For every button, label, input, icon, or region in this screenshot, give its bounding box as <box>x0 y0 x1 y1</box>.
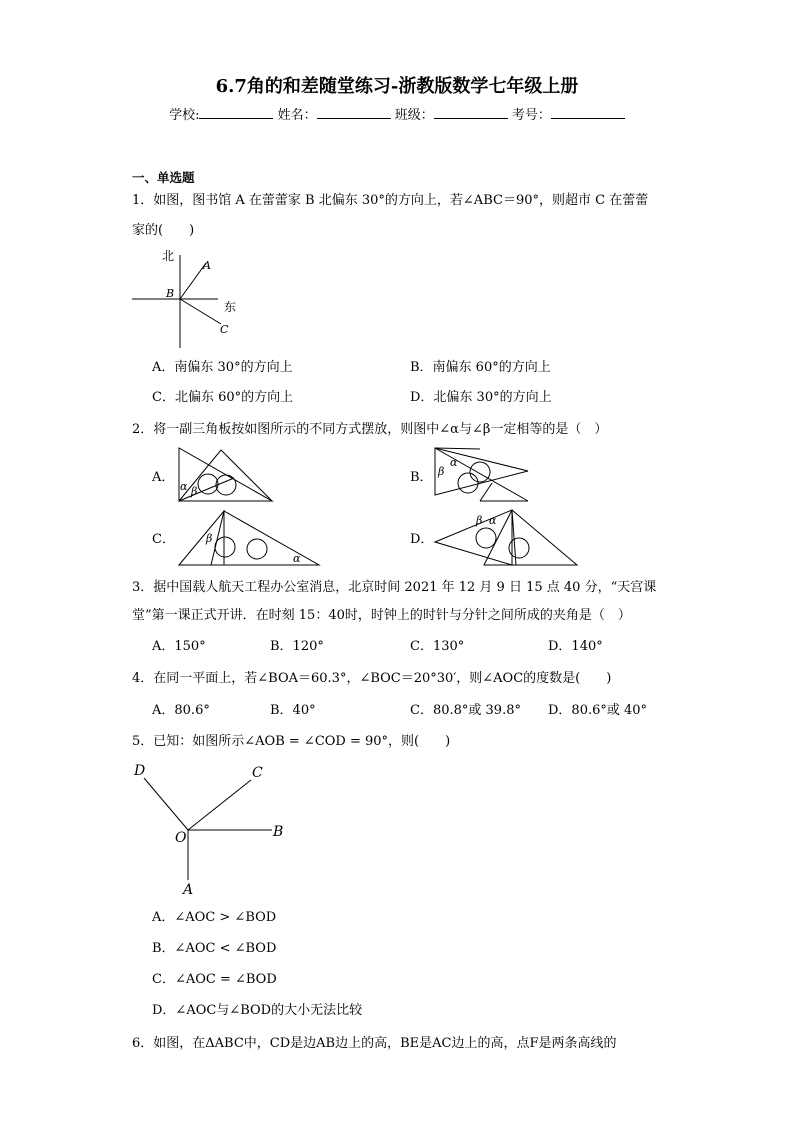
q1-option-b[interactable]: B．南偏东 60°的方向上 <box>410 360 551 375</box>
q2c-beta: β <box>206 532 213 545</box>
q5-option-d[interactable]: D．∠AOC与∠BOD的大小无法比较 <box>152 1003 363 1018</box>
q1-line2: 家的( ) <box>132 223 195 238</box>
q3-option-d[interactable]: D．140° <box>548 639 603 654</box>
q4-question: 4．在同一平面上，若∠BOA＝60.3°，∠BOC＝20°30′，则∠AOC的度数是( ) <box>132 671 612 686</box>
q5-point-o: O <box>175 830 187 846</box>
page-title: 6.7角的和差随堂练习-浙教版数学七年级上册 <box>215 76 579 97</box>
student-info-line <box>0 104 794 123</box>
q5-option-c[interactable]: C．∠AOC = ∠BOD <box>152 972 277 987</box>
q2d-beta: β <box>476 514 483 527</box>
q4-option-d[interactable]: D．80.6°或 40° <box>548 703 648 718</box>
q2-option-c-label[interactable]: C． <box>152 532 175 547</box>
q1-point-a: A <box>203 259 211 272</box>
q2-figure-c <box>176 508 322 568</box>
q2a-beta: β <box>191 485 198 498</box>
q2-question: 2．将一副三角板按如图所示的不同方式摆放，则图中∠α与∠β一定相等的是（ ） <box>132 422 608 437</box>
school-blank[interactable] <box>199 106 273 119</box>
q3-option-b[interactable]: B．120° <box>270 639 324 654</box>
q1-east-label: 东 <box>224 300 237 314</box>
q2-option-b-label[interactable]: B． <box>410 470 433 485</box>
q6-question: 6．如图，在ΔABC中，CD是边AB边上的高，BE是AC边上的高，点F是两条高线的 <box>132 1036 617 1051</box>
section-title: 一、单选题 <box>132 170 195 185</box>
exam-label: 考号： <box>511 108 551 123</box>
q3-option-a[interactable]: A．150° <box>152 639 206 654</box>
q2-figure-a <box>176 446 276 504</box>
q1-option-a[interactable]: A．南偏东 30°的方向上 <box>152 360 293 375</box>
q4-option-b[interactable]: B．40° <box>270 703 316 718</box>
q2-figure-d <box>432 508 580 568</box>
q5-question: 5．已知：如图所示∠AOB = ∠COD = 90°，则( ) <box>132 734 451 749</box>
q5-figure <box>128 758 298 898</box>
q2-option-d-label[interactable]: D． <box>410 532 434 547</box>
q3-line1: 3．据中国载人航天工程办公室消息，北京时间 2021 年 12 月 9 日 15 点 40 分，“天宫课 <box>132 580 657 595</box>
q4-option-a[interactable]: A．80.6° <box>152 703 210 718</box>
q1-option-d[interactable]: D．北偏东 30°的方向上 <box>410 390 552 405</box>
q5-point-b: B <box>273 824 284 840</box>
q2b-beta: β <box>438 465 445 478</box>
q3-line2: 堂”第一课正式开讲．在时刻 15：40时，时钟上的时针与分针之间所成的夹角是（ ） <box>132 608 631 623</box>
q2c-alpha: α <box>293 552 301 565</box>
q1-point-b: B <box>166 287 175 300</box>
class-label: 班级： <box>394 108 434 123</box>
q3-option-c[interactable]: C．130° <box>410 639 465 654</box>
exam-blank[interactable] <box>551 106 625 119</box>
q2b-alpha: α <box>450 456 458 469</box>
q1-option-c[interactable]: C．北偏东 60°的方向上 <box>152 390 294 405</box>
q5-point-a: A <box>183 882 194 898</box>
q2-figure-b <box>432 445 532 505</box>
q2a-alpha: α <box>180 480 188 493</box>
name-blank[interactable] <box>317 106 391 119</box>
school-label: 学校: <box>169 108 200 123</box>
q5-point-c: C <box>252 765 263 781</box>
q5-point-d: D <box>134 763 146 779</box>
q1-figure <box>130 245 250 350</box>
q5-option-b[interactable]: B．∠AOC < ∠BOD <box>152 941 277 956</box>
class-blank[interactable] <box>434 106 508 119</box>
q2d-alpha: α <box>489 514 497 527</box>
q1-point-c: C <box>220 323 229 336</box>
name-label: 姓名： <box>277 108 317 123</box>
q5-option-a[interactable]: A．∠AOC > ∠BOD <box>152 910 277 925</box>
q1-north-label: 北 <box>162 249 175 263</box>
q1-line1: 1．如图，图书馆 A 在蕾蕾家 B 北偏东 30°的方向上，若∠ABC＝90°，则超市 C 在蕾蕾 <box>132 193 649 208</box>
q2-option-a-label[interactable]: A． <box>152 470 175 485</box>
q4-option-c[interactable]: C．80.8°或 39.8° <box>410 703 521 718</box>
